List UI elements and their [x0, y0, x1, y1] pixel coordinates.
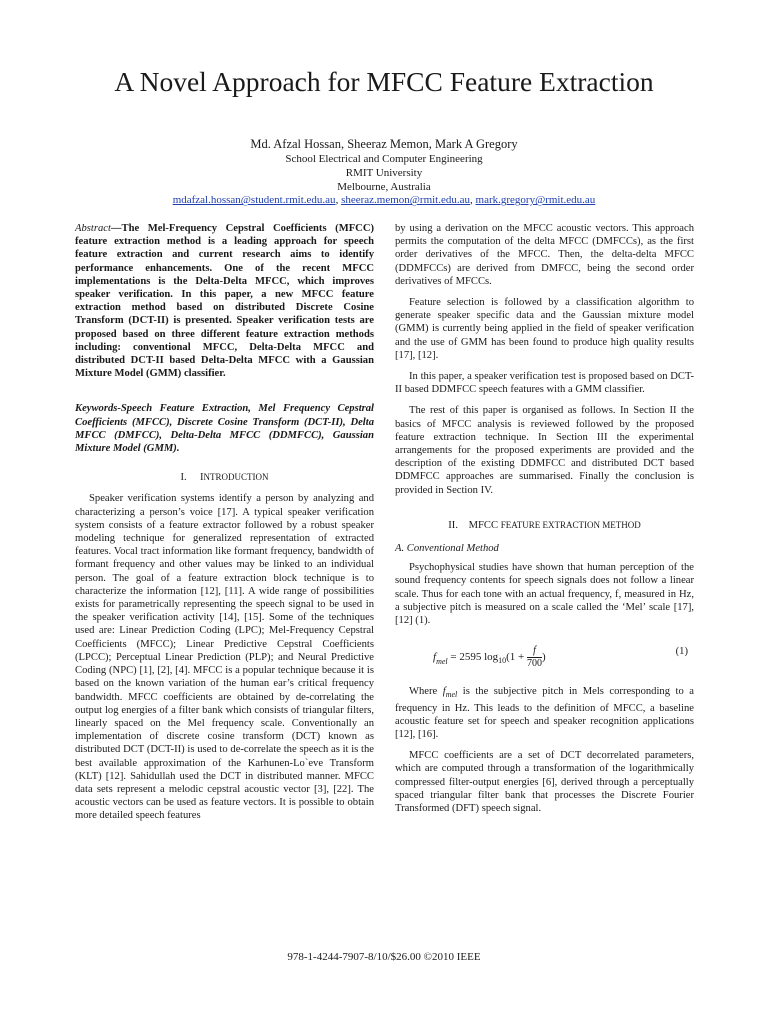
paragraph-mel-definition: Where $f_{mel}$ is the subjective pitch in Mels corresponding to a frequency in Hz. This leads to the definition of MFCC, a baseline acoustic feature set for speech and speaker recognition applications [12], [16]. [395, 686, 694, 740]
paragraph-mel-scale: Psychophysical studies have shown that human perception of the sound frequency contents for speech signals does not follow a linear scale. Thus for each tone with an actual frequency, f, measured in Hz, a subjective pitch is measured on a scale called the ‘Mel’ scale [17], [12] (1). [395, 562, 694, 627]
equation-number: (1) [675, 646, 688, 658]
affiliation-school: School Electrical and Computer Engineering [285, 153, 483, 165]
paper-title: A Novel Approach for MFCC Feature Extraction [114, 66, 654, 97]
paragraph-organisation: The rest of this paper is organised as follows. In Section II the basics of MFCC analysis is reviewed followed by the proposed feature extraction technique. In Section III the experimental arrangements for the proposed experiments are provided and the description of the existing DDMFCC and distributed DCT based DDMFCC approaches are summarised. Finally the conclusion is provided in Section IV. [395, 405, 694, 496]
introduction-paragraph: Speaker verification systems identify a person by analyzing and characterizing a person’s voice [17]. A typical speaker verification system consists of a feature extractor followed by a robust speaker modeling technique for generalized representation of extracted features. Vocal tract information like formant frequency, bandwidth of formant frequency and other values may be linked to an individual person. The goal of a feature extraction block technique is to characterize the information [12], [11]. A wide range of possibilities exists for parametrically representing the speech signal to be used in the speaker verification activity [14], [15]. Some of the techniques used are: Linear Prediction Coding (LPC); Mel-Frequency Cepstral Coefficients (MFCC); Linear Predictive Cepstral Coefficients (LPCC); Perceptual Linear Prediction (PLP); and Neural Predictive Coding (NPC) [1], [2], [4]. MFCC is a popular technique because it is based on the known variation of the human ear’s critical frequency bandwidth. MFCC coefficients are obtained by de-correlating the output log energies of a filter bank which consists of triangular filters, linearly spaced on the Mel frequency scale. Conventionally an implementation of discrete cosine transform (DCT) known as distributed DCT (DCT-II) is used to de-correlate the speech as it is the best available approximation of the Karhunen-Lo`eve Transform (KLT) [12]. Sahidullah used the DCT in distributed manner. MFCC data sets represent a melodic cepstral acoustic vector [3], [22]. The acoustic vectors can be used as feature vectors. It is possible to obtain more detailed speech features [75, 493, 374, 822]
keywords: Keywords-Speech Feature Extraction, Mel Frequency Cepstral Coefficients (MFCC), Discrete Cosine Transform (DCT-II), Delta MFCC (DMFCC), Delta-Delta MFCC (DDMFCC), Gaussian Mixture Model (GMM). [75, 403, 374, 455]
affiliation-location: Melbourne, Australia [337, 180, 431, 193]
copyright-footer: 978-1-4244-7907-8/10/$26.00 ©2010 IEEE [287, 951, 481, 963]
abstract-label: Abstract [75, 223, 111, 234]
paragraph-delta-mfcc: by using a derivation on the MFCC acoustic vectors. This approach permits the computation of the delta MFCC (DMFCCs), as the first order derivatives of the MFCC. Then, the delta-delta MFCC (DDMFCCs) are derived from DMFCC, being the second order derivatives of MFCCs. [395, 223, 694, 287]
section-heading-mfcc: II. MFCC FEATURE EXTRACTION METHOD [448, 519, 641, 531]
affiliation-university: RMIT University [345, 166, 423, 179]
paragraph-feature-selection: Feature selection is followed by a classification algorithm to generate speaker specific data and the Gaussian mixture model (GMM) is currently being applied in the field of speaker verification and the use of GMM has been found to produce high quality results [17], [12]. [395, 297, 694, 361]
affiliation-block [0, 153, 768, 208]
equation-mel-scale [395, 639, 694, 679]
email-link-memon[interactable]: sheeraz.memon@rmit.edu.au [341, 194, 471, 207]
email-list: mdafzal.hossan@student.rmit.edu.au, sheeraz.memon@rmit.edu.au, mark.gregory@rmit.edu.au [172, 194, 596, 207]
abstract [75, 222, 374, 380]
author-list: Md. Afzal Hossan, Sheeraz Memon, Mark A Gregory [250, 137, 518, 151]
left-column [75, 222, 374, 823]
paragraph-mfcc-coefficients: MFCC coefficients are a set of DCT decorrelated parameters, which are computed through a transformation of the logarithmically compressed filter-output energies [6], derived through a perceptually spaced triangular filter bank that processes the Discrete Fourier Transformed (DFT) speech signal. [395, 750, 694, 815]
subsection-conventional-method: A. Conventional Method [395, 543, 499, 555]
right-column [395, 222, 694, 815]
abstract-text: —The Mel-Frequency Cepstral Coefficients (MFCC) feature extraction method is a leading approach for speech feature extraction and current research aims to identify performance enhancements. One of the recent MFCC implementations is the Delta-Delta MFCC, which improves speaker verification. In this paper, a new MFCC feature extraction method based on distributed Discrete Cosine Transform (DCT-II) is presented. Speaker verification tests are proposed based on three different feature extraction methods including: conventional MFCC, Delta-Delta MFCC and distributed DCT-II based Delta-Delta MFCC with a Gaussian Mixture Model (GMM) classifier. [75, 223, 374, 380]
email-link-gregory[interactable]: mark.gregory@rmit.edu.au [475, 194, 596, 207]
equation-expression: $f_{mel} = 2595$ $\log_{10}(1$ + $\frac{f}{700}$ ) [433, 645, 546, 670]
paragraph-proposal: In this paper, a speaker verification test is proposed based on DCT-II based DDMFCC speech features with a GMM classifier. [395, 371, 694, 396]
email-link-hossan[interactable]: mdafzal.hossan@student.rmit.edu.au [172, 194, 336, 207]
equation-fraction: $\frac{f}{700}$ [527, 645, 543, 670]
section-heading-introduction: I. INTRODUCTION [180, 472, 269, 484]
